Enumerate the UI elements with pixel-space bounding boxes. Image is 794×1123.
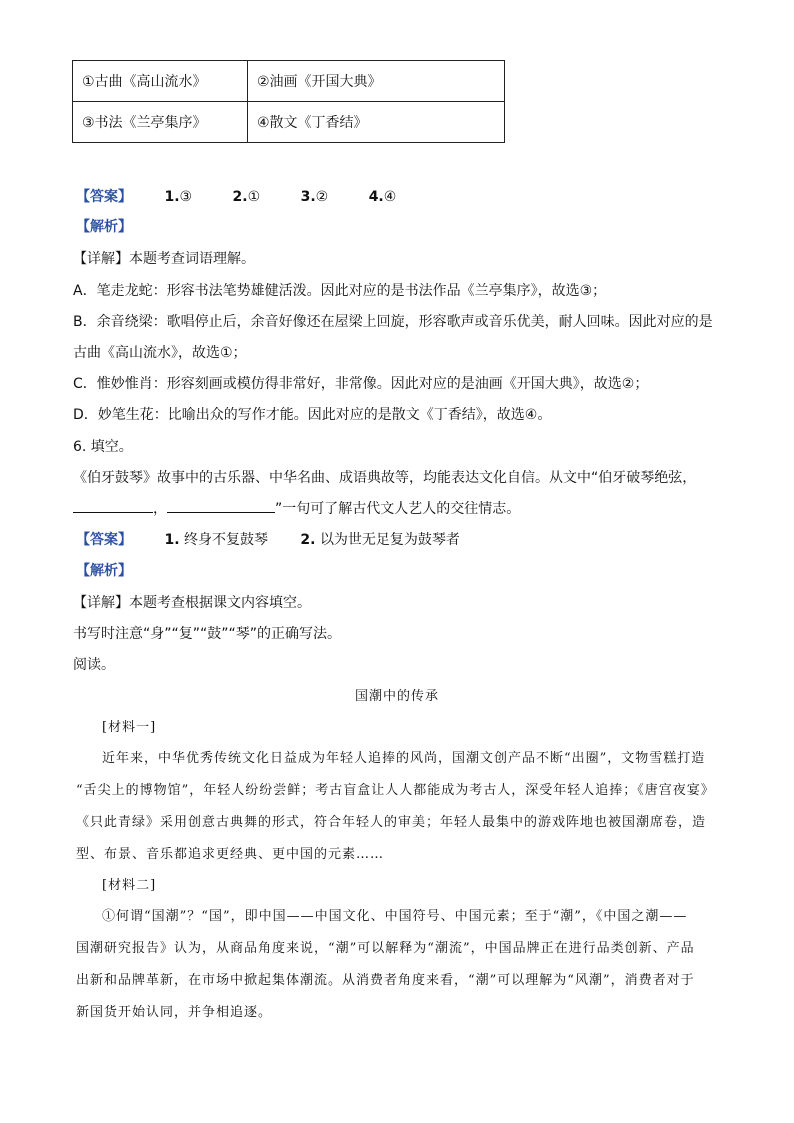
table-row (73, 102, 505, 143)
passage-line: 型、布景、音乐都追求更经典、更中国的元素…… (76, 847, 385, 862)
fill-blank (167, 498, 275, 513)
answer-item: 1.③ (164, 189, 193, 205)
passage-line: ①何谓“国潮”？“国”，即中国——中国文化、中国符号、中国元素；至于“潮”，《中国之潮—— (102, 909, 688, 924)
material-label: [材料二] (102, 878, 157, 893)
passage-line: 出新和品牌革新，在市场中掀起集体潮流。从消费者角度来看，“潮”可以理解为“风潮”，消费者对于 (76, 973, 695, 988)
explanation-line: 古曲《高山流水》，故选①； (73, 345, 247, 361)
explanation-line: C．惟妙惟肖：形容刻画或模仿得非常好，非常像。因此对应的是油画《开国大典》，故选②； (73, 376, 649, 392)
passage-line: 《只此青绿》采用创意古典舞的形式，符合年轻人的审美；年轻人最集中的游戏阵地也被国潮席卷，造 (76, 815, 707, 830)
passage-line: “舌尖上的博物馆”，年轻人纷纷尝鲜；考古盲盒让人人都能成为考古人，深受年轻人追捧；《唐宫夜宴》 (76, 783, 715, 798)
passage-title: 国潮中的传承 (354, 689, 439, 704)
passage-line: 新国货开始认同，并争相追逐。 (76, 1005, 273, 1020)
explanation-line: D．妙笔生花：比喻出众的写作才能。因此对应的是散文《丁香结》，故选④。 (73, 407, 552, 423)
question-title: 6. 填空。 (73, 439, 133, 455)
explanation-line: A．笔走龙蛇：形容书法笔势雄健活泼。因此对应的是书法作品《兰亭集序》，故选③； (73, 283, 607, 299)
answer-item: 3.② (300, 189, 329, 205)
passage-line: 近年来，中华优秀传统文化日益成为年轻人追捧的风尚，国潮文创产品不断“出圈”，文物雪糕打造 (102, 751, 706, 766)
works-table (72, 60, 505, 143)
answer-row (76, 186, 396, 206)
answer-item: 4.④ (368, 189, 397, 205)
fill-blank (73, 498, 153, 513)
question-stem: 《伯牙鼓琴》故事中的古乐器、中华名曲、成语典故等，均能表达文化自信。从文中“伯牙破琴绝弦， (73, 470, 697, 486)
table-row (73, 61, 505, 102)
passage-line: 国潮研究报告》认为，从商品角度来说，“潮”可以解释为“潮流”，中国品牌正在进行品类创新、产品 (76, 941, 695, 956)
note-text: 书写时注意“身”“复”“鼓”“琴”的正确写法。 (73, 626, 342, 642)
table-cell: ④散文《丁香结》 (248, 102, 505, 143)
analysis-label: 【解析】 (76, 219, 132, 235)
explanation-line: B．余音绕梁：歌唱停止后，余音好像还在屋梁上回旋，形容歌声或音乐优美，耐人回味。因此对应的是 (73, 314, 713, 330)
material-label: [材料一] (102, 720, 157, 735)
answer-item: 2.① (232, 189, 261, 205)
detail-text: 【详解】本题考查词语理解。 (73, 251, 255, 267)
question-stem-blanks: ， ”一句可了解古代文人艺人的交往情志。 (73, 498, 520, 518)
detail-text: 【详解】本题考查根据课文内容填空。 (73, 595, 311, 611)
table-cell: ②油画《开国大典》 (248, 61, 505, 102)
reading-intro: 阅读。 (73, 657, 115, 673)
answer-item: 2. 以为世无足复为鼓琴者 (300, 532, 460, 548)
answer-item: 1. 终身不复鼓琴 (164, 532, 268, 548)
answer-label: 【答案】 (76, 189, 132, 205)
answer-row (76, 529, 460, 549)
table-cell: ①古曲《高山流水》 (73, 61, 248, 102)
analysis-label: 【解析】 (76, 563, 132, 579)
answer-label: 【答案】 (76, 532, 132, 548)
table-cell: ③书法《兰亭集序》 (73, 102, 248, 143)
